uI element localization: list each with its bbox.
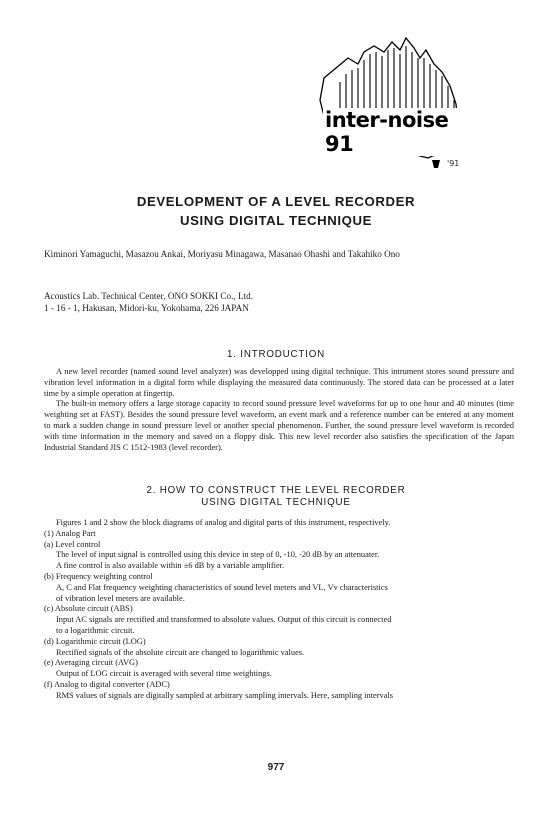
heading-line-1: 2. HOW TO CONSTRUCT THE LEVEL RECORDER	[146, 485, 406, 496]
list-item-text: Rectified signals of the absolute circuit are changed to logarithmic values.	[56, 647, 305, 657]
affiliation-line-2: 1 - 16 - 1, Hakusan, Midori-ku, Yokohama, 226 JAPAN	[44, 302, 249, 313]
affiliation-line-1: Acoustics Lab. Technical Center, ONO SOKKI Co., Ltd.	[44, 291, 254, 301]
list-item-heading: (f) Analog to digital converter (ADC)	[44, 679, 170, 689]
conference-logo	[300, 28, 470, 173]
paragraph: A new level recorder (named sound level analyzer) was developped using digital technique. This intrument stores sound pressure and vibration level information in a digital form while displaying the measured data continuously. The stored data can be processed at a later time by a simple operation at fingertip.	[44, 367, 514, 398]
paragraph: Figures 1 and 2 show the block diagrams of analog and digital parts of this instrument, respectively.	[56, 518, 391, 527]
list-item-text: A, C and Flat frequency weighting characteristics of sound level meters and VL, Vv characteristics	[56, 582, 388, 592]
list-item-heading: (e) Averaging circuit (AVG)	[44, 658, 138, 668]
section-heading-introduction: 1. INTRODUCTION	[227, 349, 325, 360]
list-item-text: to a logarithmic circuit.	[56, 625, 135, 635]
list-item-text: Output of LOG circuit is averaged with several time weightings.	[56, 669, 272, 679]
title-line-1: DEVELOPMENT OF A LEVEL RECORDER	[136, 194, 416, 209]
list-item-heading: (b) Frequency weighting control	[44, 571, 153, 581]
title-line-2: USING DIGITAL TECHNIQUE	[179, 213, 373, 228]
list-item-text: A fine control is also available within ±6 dB by a variable amplifier.	[56, 561, 285, 571]
section-heading-construction	[0, 485, 552, 508]
paper-title	[0, 192, 552, 230]
author-list: Kiminori Yamaguchi, Masazou Ankai, Moriyasu Minagawa, Masanao Ohashi and Takahiko Ono	[44, 249, 400, 259]
introduction-body	[44, 367, 514, 453]
list-item-text: Input AC signals are rectified and transformed to absolute values. Output of this circuit is connected	[56, 615, 392, 625]
list-item-heading: (1) Analog Part	[44, 528, 96, 538]
heading-line-2: USING DIGITAL TECHNIQUE	[201, 496, 351, 508]
item-list	[44, 529, 514, 702]
list-item-text: of vibration level meters are available.	[56, 593, 185, 603]
logo-wordmark: inter-noise 91	[323, 108, 470, 156]
list-item-heading: (d) Logarithmic circuit (LOG)	[44, 636, 146, 646]
list-item-text: The level of input signal is controlled using this device in step of 0, -10, -20 dB by an attenuater.	[56, 550, 380, 560]
list-item-heading: (c) Absolute circuit (ABS)	[44, 604, 133, 614]
list-item-text: RMS values of signals are digitally sampled at arbitrary sampling intervals. Here, sampling intervals	[56, 690, 394, 700]
logo-year: '91	[447, 159, 460, 168]
construction-body	[44, 518, 514, 702]
list-item-heading: (a) Level control	[44, 539, 101, 549]
page-number: 977	[267, 762, 285, 773]
affiliation	[44, 291, 514, 314]
paragraph: The built-in memory offers a large storage capacity to record sound pressure level waveforms for up to one hour and 40 minutes (time weighting set at FAST). Besides the sound pressure level waveform, an event mark and a reference number can be entered at any moment to mark a sudden change in sound pressure level or another special phenomenon. Further, the sound pressure level waveform is recorded with time information in the memory and saved on a floppy disk. This new level recorder also satisfies the specification of the Japan Industrial Standard JIS C 1512-1983 (level recorder).	[44, 399, 514, 452]
